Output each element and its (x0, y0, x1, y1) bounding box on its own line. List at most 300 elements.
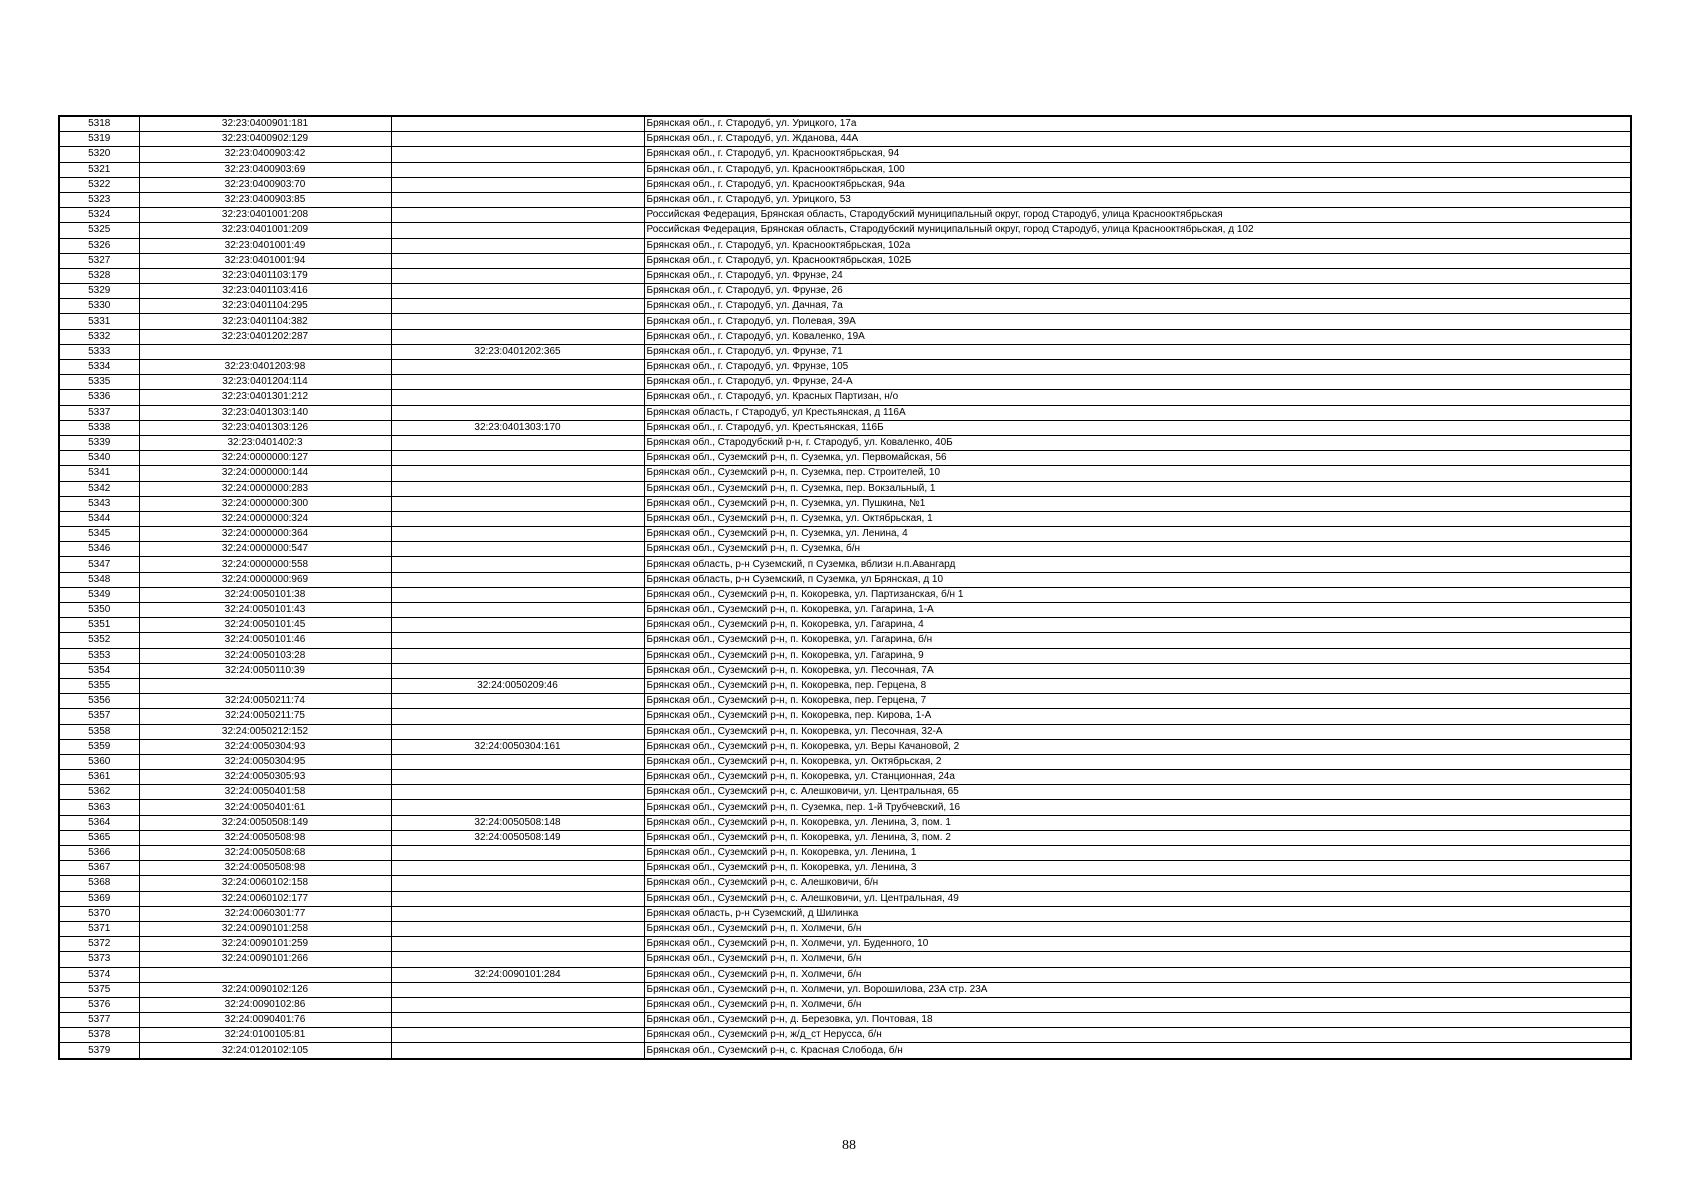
cadastral-number-cell: 32:24:0050508:149 (139, 815, 391, 830)
table-row (59, 527, 1631, 542)
address-cell: Брянская обл., Суземский р-н, п. Холмечи, б/н (644, 921, 1631, 936)
table-row (59, 648, 1631, 663)
address-cell: Брянская обл., Суземский р-н, с. Алешковичи, б/н (644, 876, 1631, 891)
address-cell: Брянская обл., г. Стародуб, ул. Краснооктябрьская, 102Б (644, 253, 1631, 268)
address-cell: Брянская область, р-н Суземский, д Шилинка (644, 906, 1631, 921)
address-cell: Брянская обл., Суземский р-н, п. Кокоревка, ул. Гагарина, 9 (644, 648, 1631, 663)
table-row (59, 906, 1631, 921)
cadastral-number-cell: 32:24:0050508:98 (139, 861, 391, 876)
table-row (59, 724, 1631, 739)
table-row (59, 299, 1631, 314)
address-cell: Брянская обл., Суземский р-н, п. Суземка, пер. Строителей, 10 (644, 466, 1631, 481)
address-cell: Брянская обл., Суземский р-н, п. Кокоревка, ул. Ленина, 3, пом. 1 (644, 815, 1631, 830)
table-row (59, 390, 1631, 405)
row-number-cell: 5319 (59, 132, 139, 147)
table-row (59, 1043, 1631, 1059)
row-number-cell: 5354 (59, 663, 139, 678)
address-cell: Брянская обл., Суземский р-н, с. Красная Слобода, б/н (644, 1043, 1631, 1059)
row-number-cell: 5358 (59, 724, 139, 739)
table-row (59, 982, 1631, 997)
row-number-cell: 5336 (59, 390, 139, 405)
table-row (59, 284, 1631, 299)
related-cadastral-number-cell (391, 754, 644, 769)
cadastral-number-cell: 32:23:0400903:42 (139, 147, 391, 162)
related-cadastral-number-cell (391, 587, 644, 602)
cadastral-number-cell: 32:24:0000000:558 (139, 557, 391, 572)
table-row (59, 451, 1631, 466)
row-number-cell: 5376 (59, 997, 139, 1012)
table-row (59, 557, 1631, 572)
cadastral-number-cell: 32:24:0060102:158 (139, 876, 391, 891)
related-cadastral-number-cell (391, 1013, 644, 1028)
related-cadastral-number-cell (391, 982, 644, 997)
row-number-cell: 5373 (59, 952, 139, 967)
address-cell: Брянская обл., Суземский р-н, ж/д_ст Нерусса, б/н (644, 1028, 1631, 1043)
table-row (59, 846, 1631, 861)
row-number-cell: 5343 (59, 496, 139, 511)
cadastral-number-cell: 32:23:0400903:69 (139, 162, 391, 177)
row-number-cell: 5322 (59, 177, 139, 192)
table-row (59, 572, 1631, 587)
address-cell: Брянская обл., Суземский р-н, п. Кокоревка, ул. Ленина, 1 (644, 846, 1631, 861)
table-row (59, 132, 1631, 147)
table-row (59, 861, 1631, 876)
cadastral-number-cell: 32:24:0050101:46 (139, 633, 391, 648)
address-cell: Брянская обл., г. Стародуб, ул. Полевая, 39А (644, 314, 1631, 329)
address-cell: Брянская обл., г. Стародуб, ул. Фрунзе, 105 (644, 360, 1631, 375)
related-cadastral-number-cell (391, 329, 644, 344)
related-cadastral-number-cell (391, 1028, 644, 1043)
address-cell: Брянская обл., Суземский р-н, п. Холмечи, ул. Ворошилова, 23А стр. 23А (644, 982, 1631, 997)
table-row (59, 709, 1631, 724)
row-number-cell: 5377 (59, 1013, 139, 1028)
cadastral-number-cell: 32:23:0401104:295 (139, 299, 391, 314)
address-cell: Брянская обл., Суземский р-н, п. Суземка, пер. Вокзальный, 1 (644, 481, 1631, 496)
related-cadastral-number-cell (391, 238, 644, 253)
cadastral-number-cell: 32:24:0050110:39 (139, 663, 391, 678)
cadastral-number-cell: 32:23:0401001:49 (139, 238, 391, 253)
cadastral-number-cell: 32:24:0000000:300 (139, 496, 391, 511)
related-cadastral-number-cell (391, 876, 644, 891)
cadastral-number-cell: 32:23:0400901:181 (139, 116, 391, 132)
row-number-cell: 5368 (59, 876, 139, 891)
table-row (59, 967, 1631, 982)
row-number-cell: 5326 (59, 238, 139, 253)
table-row (59, 921, 1631, 936)
cadastral-number-cell: 32:24:0120102:105 (139, 1043, 391, 1059)
related-cadastral-number-cell (391, 952, 644, 967)
row-number-cell: 5360 (59, 754, 139, 769)
related-cadastral-number-cell (391, 511, 644, 526)
table-row (59, 815, 1631, 830)
cadastral-number-cell: 32:24:0050508:98 (139, 830, 391, 845)
table-row (59, 785, 1631, 800)
table-row (59, 420, 1631, 435)
table-row (59, 405, 1631, 420)
address-cell: Брянская обл., г. Стародуб, ул. Фрунзе, 71 (644, 344, 1631, 359)
row-number-cell: 5318 (59, 116, 139, 132)
table-row (59, 800, 1631, 815)
cadastral-number-cell: 32:24:0000000:547 (139, 542, 391, 557)
table-row (59, 511, 1631, 526)
related-cadastral-number-cell (391, 921, 644, 936)
related-cadastral-number-cell (391, 390, 644, 405)
cadastral-number-cell: 32:24:0050401:61 (139, 800, 391, 815)
table-row (59, 253, 1631, 268)
address-cell: Брянская обл., г. Стародуб, ул. Красных Партизан, н/о (644, 390, 1631, 405)
address-cell: Брянская обл., Суземский р-н, с. Алешковичи, ул. Центральная, 49 (644, 891, 1631, 906)
cadastral-number-cell: 32:24:0100105:81 (139, 1028, 391, 1043)
table-row (59, 997, 1631, 1012)
related-cadastral-number-cell (391, 192, 644, 207)
related-cadastral-number-cell (391, 299, 644, 314)
cadastral-number-cell: 32:24:0090102:126 (139, 982, 391, 997)
related-cadastral-number-cell: 32:24:0050508:149 (391, 830, 644, 845)
row-number-cell: 5346 (59, 542, 139, 557)
related-cadastral-number-cell: 32:23:0401303:170 (391, 420, 644, 435)
row-number-cell: 5333 (59, 344, 139, 359)
cadastral-number-cell: 32:24:0090102:86 (139, 997, 391, 1012)
table-row (59, 937, 1631, 952)
address-cell: Брянская обл., Суземский р-н, п. Суземка, ул. Пушкина, №1 (644, 496, 1631, 511)
row-number-cell: 5361 (59, 770, 139, 785)
related-cadastral-number-cell (391, 253, 644, 268)
row-number-cell: 5352 (59, 633, 139, 648)
row-number-cell: 5330 (59, 299, 139, 314)
address-cell: Брянская обл., Суземский р-н, п. Суземка, ул. Первомайская, 56 (644, 451, 1631, 466)
table-row (59, 663, 1631, 678)
address-cell: Брянская обл., г. Стародуб, ул. Фрунзе, 24-А (644, 375, 1631, 390)
related-cadastral-number-cell (391, 694, 644, 709)
address-cell: Брянская обл., Суземский р-н, п. Холмечи, б/н (644, 952, 1631, 967)
cadastral-number-cell: 32:23:0401301:212 (139, 390, 391, 405)
row-number-cell: 5356 (59, 694, 139, 709)
address-cell: Брянская область, г Стародуб, ул Крестьянская, д 116А (644, 405, 1631, 420)
related-cadastral-number-cell (391, 435, 644, 450)
table-row (59, 238, 1631, 253)
cadastral-number-cell: 32:23:0401204:114 (139, 375, 391, 390)
related-cadastral-number-cell: 32:24:0050209:46 (391, 678, 644, 693)
cadastral-number-cell: 32:24:0050305:93 (139, 770, 391, 785)
table-row (59, 694, 1631, 709)
related-cadastral-number-cell (391, 268, 644, 283)
row-number-cell: 5379 (59, 1043, 139, 1059)
row-number-cell: 5375 (59, 982, 139, 997)
cadastral-number-cell: 32:24:0060301:77 (139, 906, 391, 921)
address-cell: Брянская обл., Суземский р-н, п. Суземка, ул. Октябрьская, 1 (644, 511, 1631, 526)
row-number-cell: 5349 (59, 587, 139, 602)
row-number-cell: 5344 (59, 511, 139, 526)
table-row (59, 162, 1631, 177)
table-row (59, 147, 1631, 162)
table-row (59, 1013, 1631, 1028)
cadastral-number-cell: 32:23:0401001:94 (139, 253, 391, 268)
address-cell: Брянская обл., г. Стародуб, ул. Краснооктябрьская, 94 (644, 147, 1631, 162)
row-number-cell: 5371 (59, 921, 139, 936)
related-cadastral-number-cell (391, 648, 644, 663)
table-row (59, 603, 1631, 618)
row-number-cell: 5374 (59, 967, 139, 982)
table-row (59, 208, 1631, 223)
cadastral-number-cell: 32:23:0401103:179 (139, 268, 391, 283)
cadastral-number-cell: 32:24:0090101:259 (139, 937, 391, 952)
cadastral-number-cell: 32:24:0090101:258 (139, 921, 391, 936)
related-cadastral-number-cell (391, 770, 644, 785)
cadastral-number-cell: 32:24:0050101:38 (139, 587, 391, 602)
row-number-cell: 5324 (59, 208, 139, 223)
row-number-cell: 5372 (59, 937, 139, 952)
cadastral-number-cell: 32:23:0401303:126 (139, 420, 391, 435)
related-cadastral-number-cell: 32:24:0050508:148 (391, 815, 644, 830)
cadastral-number-cell (139, 967, 391, 982)
cadastral-number-cell: 32:24:0050304:93 (139, 739, 391, 754)
related-cadastral-number-cell (391, 906, 644, 921)
address-cell: Брянская обл., г. Стародуб, ул. Краснооктябрьская, 100 (644, 162, 1631, 177)
table-row (59, 891, 1631, 906)
related-cadastral-number-cell (391, 891, 644, 906)
cadastral-number-cell: 32:24:0050212:152 (139, 724, 391, 739)
row-number-cell: 5362 (59, 785, 139, 800)
related-cadastral-number-cell (391, 997, 644, 1012)
address-cell: Брянская обл., Суземский р-н, п. Кокоревка, ул. Песочная, 32-А (644, 724, 1631, 739)
row-number-cell: 5369 (59, 891, 139, 906)
cadastral-number-cell: 32:24:0000000:324 (139, 511, 391, 526)
address-cell: Брянская обл., г. Стародуб, ул. Фрунзе, 24 (644, 268, 1631, 283)
address-cell: Брянская обл., Суземский р-н, п. Суземка, б/н (644, 542, 1631, 557)
table-row (59, 435, 1631, 450)
cadastral-number-cell: 32:23:0400903:70 (139, 177, 391, 192)
row-number-cell: 5321 (59, 162, 139, 177)
cadastral-number-cell: 32:24:0050101:45 (139, 618, 391, 633)
table-row (59, 314, 1631, 329)
cadastral-number-cell: 32:23:0400902:129 (139, 132, 391, 147)
table-row (59, 223, 1631, 238)
row-number-cell: 5365 (59, 830, 139, 845)
row-number-cell: 5370 (59, 906, 139, 921)
related-cadastral-number-cell (391, 481, 644, 496)
address-cell: Брянская обл., г. Стародуб, ул. Краснооктябрьская, 102а (644, 238, 1631, 253)
cadastral-number-cell: 32:23:0401203:98 (139, 360, 391, 375)
cadastral-number-cell: 32:23:0401001:208 (139, 208, 391, 223)
cadastral-number-cell: 32:23:0401001:209 (139, 223, 391, 238)
table-row (59, 116, 1631, 132)
table-row (59, 587, 1631, 602)
row-number-cell: 5331 (59, 314, 139, 329)
table-row (59, 268, 1631, 283)
row-number-cell: 5329 (59, 284, 139, 299)
cadastral-number-cell: 32:23:0401303:140 (139, 405, 391, 420)
address-cell: Брянская обл., Суземский р-н, п. Холмечи, б/н (644, 967, 1631, 982)
table-row (59, 177, 1631, 192)
table-row (59, 1028, 1631, 1043)
related-cadastral-number-cell (391, 223, 644, 238)
row-number-cell: 5355 (59, 678, 139, 693)
address-cell: Брянская обл., Суземский р-н, п. Кокоревка, ул. Партизанская, б/н 1 (644, 587, 1631, 602)
related-cadastral-number-cell (391, 451, 644, 466)
cadastral-number-cell: 32:24:0000000:127 (139, 451, 391, 466)
related-cadastral-number-cell (391, 147, 644, 162)
related-cadastral-number-cell (391, 314, 644, 329)
table-row (59, 633, 1631, 648)
related-cadastral-number-cell (391, 527, 644, 542)
address-cell: Брянская обл., Суземский р-н, п. Кокоревка, ул. Октябрьская, 2 (644, 754, 1631, 769)
cadastral-number-cell: 32:23:0401104:382 (139, 314, 391, 329)
related-cadastral-number-cell (391, 861, 644, 876)
property-registry-table (58, 115, 1632, 1060)
address-cell: Брянская обл., Суземский р-н, п. Холмечи, б/н (644, 997, 1631, 1012)
address-cell: Российская Федерация, Брянская область, Стародубский муниципальный округ, город Стародуб, улица Краснооктябрьская (644, 208, 1631, 223)
row-number-cell: 5325 (59, 223, 139, 238)
related-cadastral-number-cell: 32:24:0050304:161 (391, 739, 644, 754)
related-cadastral-number-cell (391, 284, 644, 299)
cadastral-number-cell: 32:24:0090401:76 (139, 1013, 391, 1028)
cadastral-number-cell: 32:24:0000000:283 (139, 481, 391, 496)
row-number-cell: 5339 (59, 435, 139, 450)
table-row (59, 952, 1631, 967)
table-row (59, 876, 1631, 891)
table-row (59, 375, 1631, 390)
related-cadastral-number-cell (391, 785, 644, 800)
related-cadastral-number-cell (391, 572, 644, 587)
row-number-cell: 5320 (59, 147, 139, 162)
row-number-cell: 5327 (59, 253, 139, 268)
row-number-cell: 5340 (59, 451, 139, 466)
related-cadastral-number-cell: 32:24:0090101:284 (391, 967, 644, 982)
row-number-cell: 5378 (59, 1028, 139, 1043)
related-cadastral-number-cell (391, 360, 644, 375)
table-row (59, 481, 1631, 496)
cadastral-number-cell: 32:24:0050101:43 (139, 603, 391, 618)
row-number-cell: 5341 (59, 466, 139, 481)
address-cell: Брянская обл., Суземский р-н, п. Кокоревка, ул. Станционная, 24а (644, 770, 1631, 785)
row-number-cell: 5337 (59, 405, 139, 420)
row-number-cell: 5328 (59, 268, 139, 283)
registry-table-body (59, 116, 1631, 1059)
row-number-cell: 5342 (59, 481, 139, 496)
row-number-cell: 5323 (59, 192, 139, 207)
row-number-cell: 5334 (59, 360, 139, 375)
cadastral-number-cell: 32:24:0000000:144 (139, 466, 391, 481)
related-cadastral-number-cell (391, 663, 644, 678)
address-cell: Брянская обл., Суземский р-н, п. Кокоревка, пер. Герцена, 7 (644, 694, 1631, 709)
cadastral-number-cell: 32:24:0000000:969 (139, 572, 391, 587)
row-number-cell: 5345 (59, 527, 139, 542)
cadastral-number-cell: 32:24:0000000:364 (139, 527, 391, 542)
related-cadastral-number-cell (391, 633, 644, 648)
row-number-cell: 5350 (59, 603, 139, 618)
address-cell: Брянская обл., Суземский р-н, п. Холмечи, ул. Буденного, 10 (644, 937, 1631, 952)
table-row (59, 754, 1631, 769)
related-cadastral-number-cell (391, 162, 644, 177)
row-number-cell: 5364 (59, 815, 139, 830)
table-row (59, 329, 1631, 344)
related-cadastral-number-cell (391, 618, 644, 633)
address-cell: Брянская обл., Суземский р-н, п. Кокоревка, ул. Ленина, 3 (644, 861, 1631, 876)
cadastral-number-cell: 32:24:0050401:58 (139, 785, 391, 800)
related-cadastral-number-cell (391, 603, 644, 618)
address-cell: Брянская обл., г. Стародуб, ул. Урицкого, 53 (644, 192, 1631, 207)
related-cadastral-number-cell (391, 177, 644, 192)
address-cell: Брянская обл., Суземский р-н, п. Суземка, пер. 1-й Трубчевский, 16 (644, 800, 1631, 815)
related-cadastral-number-cell (391, 937, 644, 952)
address-cell: Брянская обл., Суземский р-н, п. Кокоревка, ул. Ленина, 3, пом. 2 (644, 830, 1631, 845)
cadastral-number-cell: 32:24:0050103:28 (139, 648, 391, 663)
address-cell: Брянская обл., г. Стародуб, ул. Жданова, 44А (644, 132, 1631, 147)
address-cell: Брянская обл., г. Стародуб, ул. Урицкого, 17а (644, 116, 1631, 132)
address-cell: Брянская обл., г. Стародуб, ул. Краснооктябрьская, 94а (644, 177, 1631, 192)
related-cadastral-number-cell (391, 132, 644, 147)
table-row (59, 344, 1631, 359)
address-cell: Брянская обл., г. Стародуб, ул. Крестьянская, 116Б (644, 420, 1631, 435)
row-number-cell: 5348 (59, 572, 139, 587)
address-cell: Брянская обл., Суземский р-н, п. Кокоревка, ул. Веры Качановой, 2 (644, 739, 1631, 754)
cadastral-number-cell: 32:24:0090101:266 (139, 952, 391, 967)
cadastral-number-cell: 32:23:0401202:287 (139, 329, 391, 344)
address-cell: Брянская обл., г. Стародуб, ул. Коваленко, 19А (644, 329, 1631, 344)
related-cadastral-number-cell (391, 466, 644, 481)
table-row (59, 830, 1631, 845)
cadastral-number-cell: 32:24:0050508:68 (139, 846, 391, 861)
cadastral-number-cell: 32:24:0060102:177 (139, 891, 391, 906)
table-row (59, 192, 1631, 207)
related-cadastral-number-cell (391, 846, 644, 861)
table-row (59, 770, 1631, 785)
address-cell: Брянская обл., г. Стародуб, ул. Дачная, 7а (644, 299, 1631, 314)
related-cadastral-number-cell: 32:23:0401202:365 (391, 344, 644, 359)
related-cadastral-number-cell (391, 208, 644, 223)
related-cadastral-number-cell (391, 542, 644, 557)
cadastral-number-cell: 32:24:0050304:95 (139, 754, 391, 769)
row-number-cell: 5332 (59, 329, 139, 344)
cadastral-number-cell: 32:23:0401103:416 (139, 284, 391, 299)
related-cadastral-number-cell (391, 375, 644, 390)
row-number-cell: 5335 (59, 375, 139, 390)
address-cell: Брянская область, р-н Суземский, п Суземка, ул Брянская, д 10 (644, 572, 1631, 587)
cadastral-number-cell: 32:23:0401402:3 (139, 435, 391, 450)
related-cadastral-number-cell (391, 405, 644, 420)
table-row (59, 466, 1631, 481)
related-cadastral-number-cell (391, 496, 644, 511)
related-cadastral-number-cell (391, 557, 644, 572)
page-number: 88 (842, 1138, 856, 1153)
table-row (59, 542, 1631, 557)
table-row (59, 360, 1631, 375)
address-cell: Российская Федерация, Брянская область, Стародубский муниципальный округ, город Стародуб, улица Краснооктябрьская, д 102 (644, 223, 1631, 238)
row-number-cell: 5367 (59, 861, 139, 876)
address-cell: Брянская область, р-н Суземский, п Суземка, вблизи н.п.Авангард (644, 557, 1631, 572)
address-cell: Брянская обл., Суземский р-н, с. Алешковичи, ул. Центральная, 65 (644, 785, 1631, 800)
table-row (59, 496, 1631, 511)
cadastral-number-cell: 32:23:0400903:85 (139, 192, 391, 207)
related-cadastral-number-cell (391, 724, 644, 739)
row-number-cell: 5357 (59, 709, 139, 724)
address-cell: Брянская обл., Суземский р-н, п. Суземка, ул. Ленина, 4 (644, 527, 1631, 542)
address-cell: Брянская обл., Суземский р-н, п. Кокоревка, пер. Герцена, 8 (644, 678, 1631, 693)
table-row (59, 678, 1631, 693)
address-cell: Брянская обл., г. Стародуб, ул. Фрунзе, 26 (644, 284, 1631, 299)
table-row (59, 618, 1631, 633)
row-number-cell: 5353 (59, 648, 139, 663)
address-cell: Брянская обл., Суземский р-н, п. Кокоревка, ул. Гагарина, 1-А (644, 603, 1631, 618)
row-number-cell: 5363 (59, 800, 139, 815)
cadastral-number-cell: 32:24:0050211:75 (139, 709, 391, 724)
cadastral-number-cell (139, 344, 391, 359)
address-cell: Брянская обл., Суземский р-н, п. Кокоревка, ул. Гагарина, 4 (644, 618, 1631, 633)
address-cell: Брянская обл., Стародубский р-н, г. Стародуб, ул. Коваленко, 40Б (644, 435, 1631, 450)
table-row (59, 739, 1631, 754)
row-number-cell: 5359 (59, 739, 139, 754)
cadastral-number-cell: 32:24:0050211:74 (139, 694, 391, 709)
